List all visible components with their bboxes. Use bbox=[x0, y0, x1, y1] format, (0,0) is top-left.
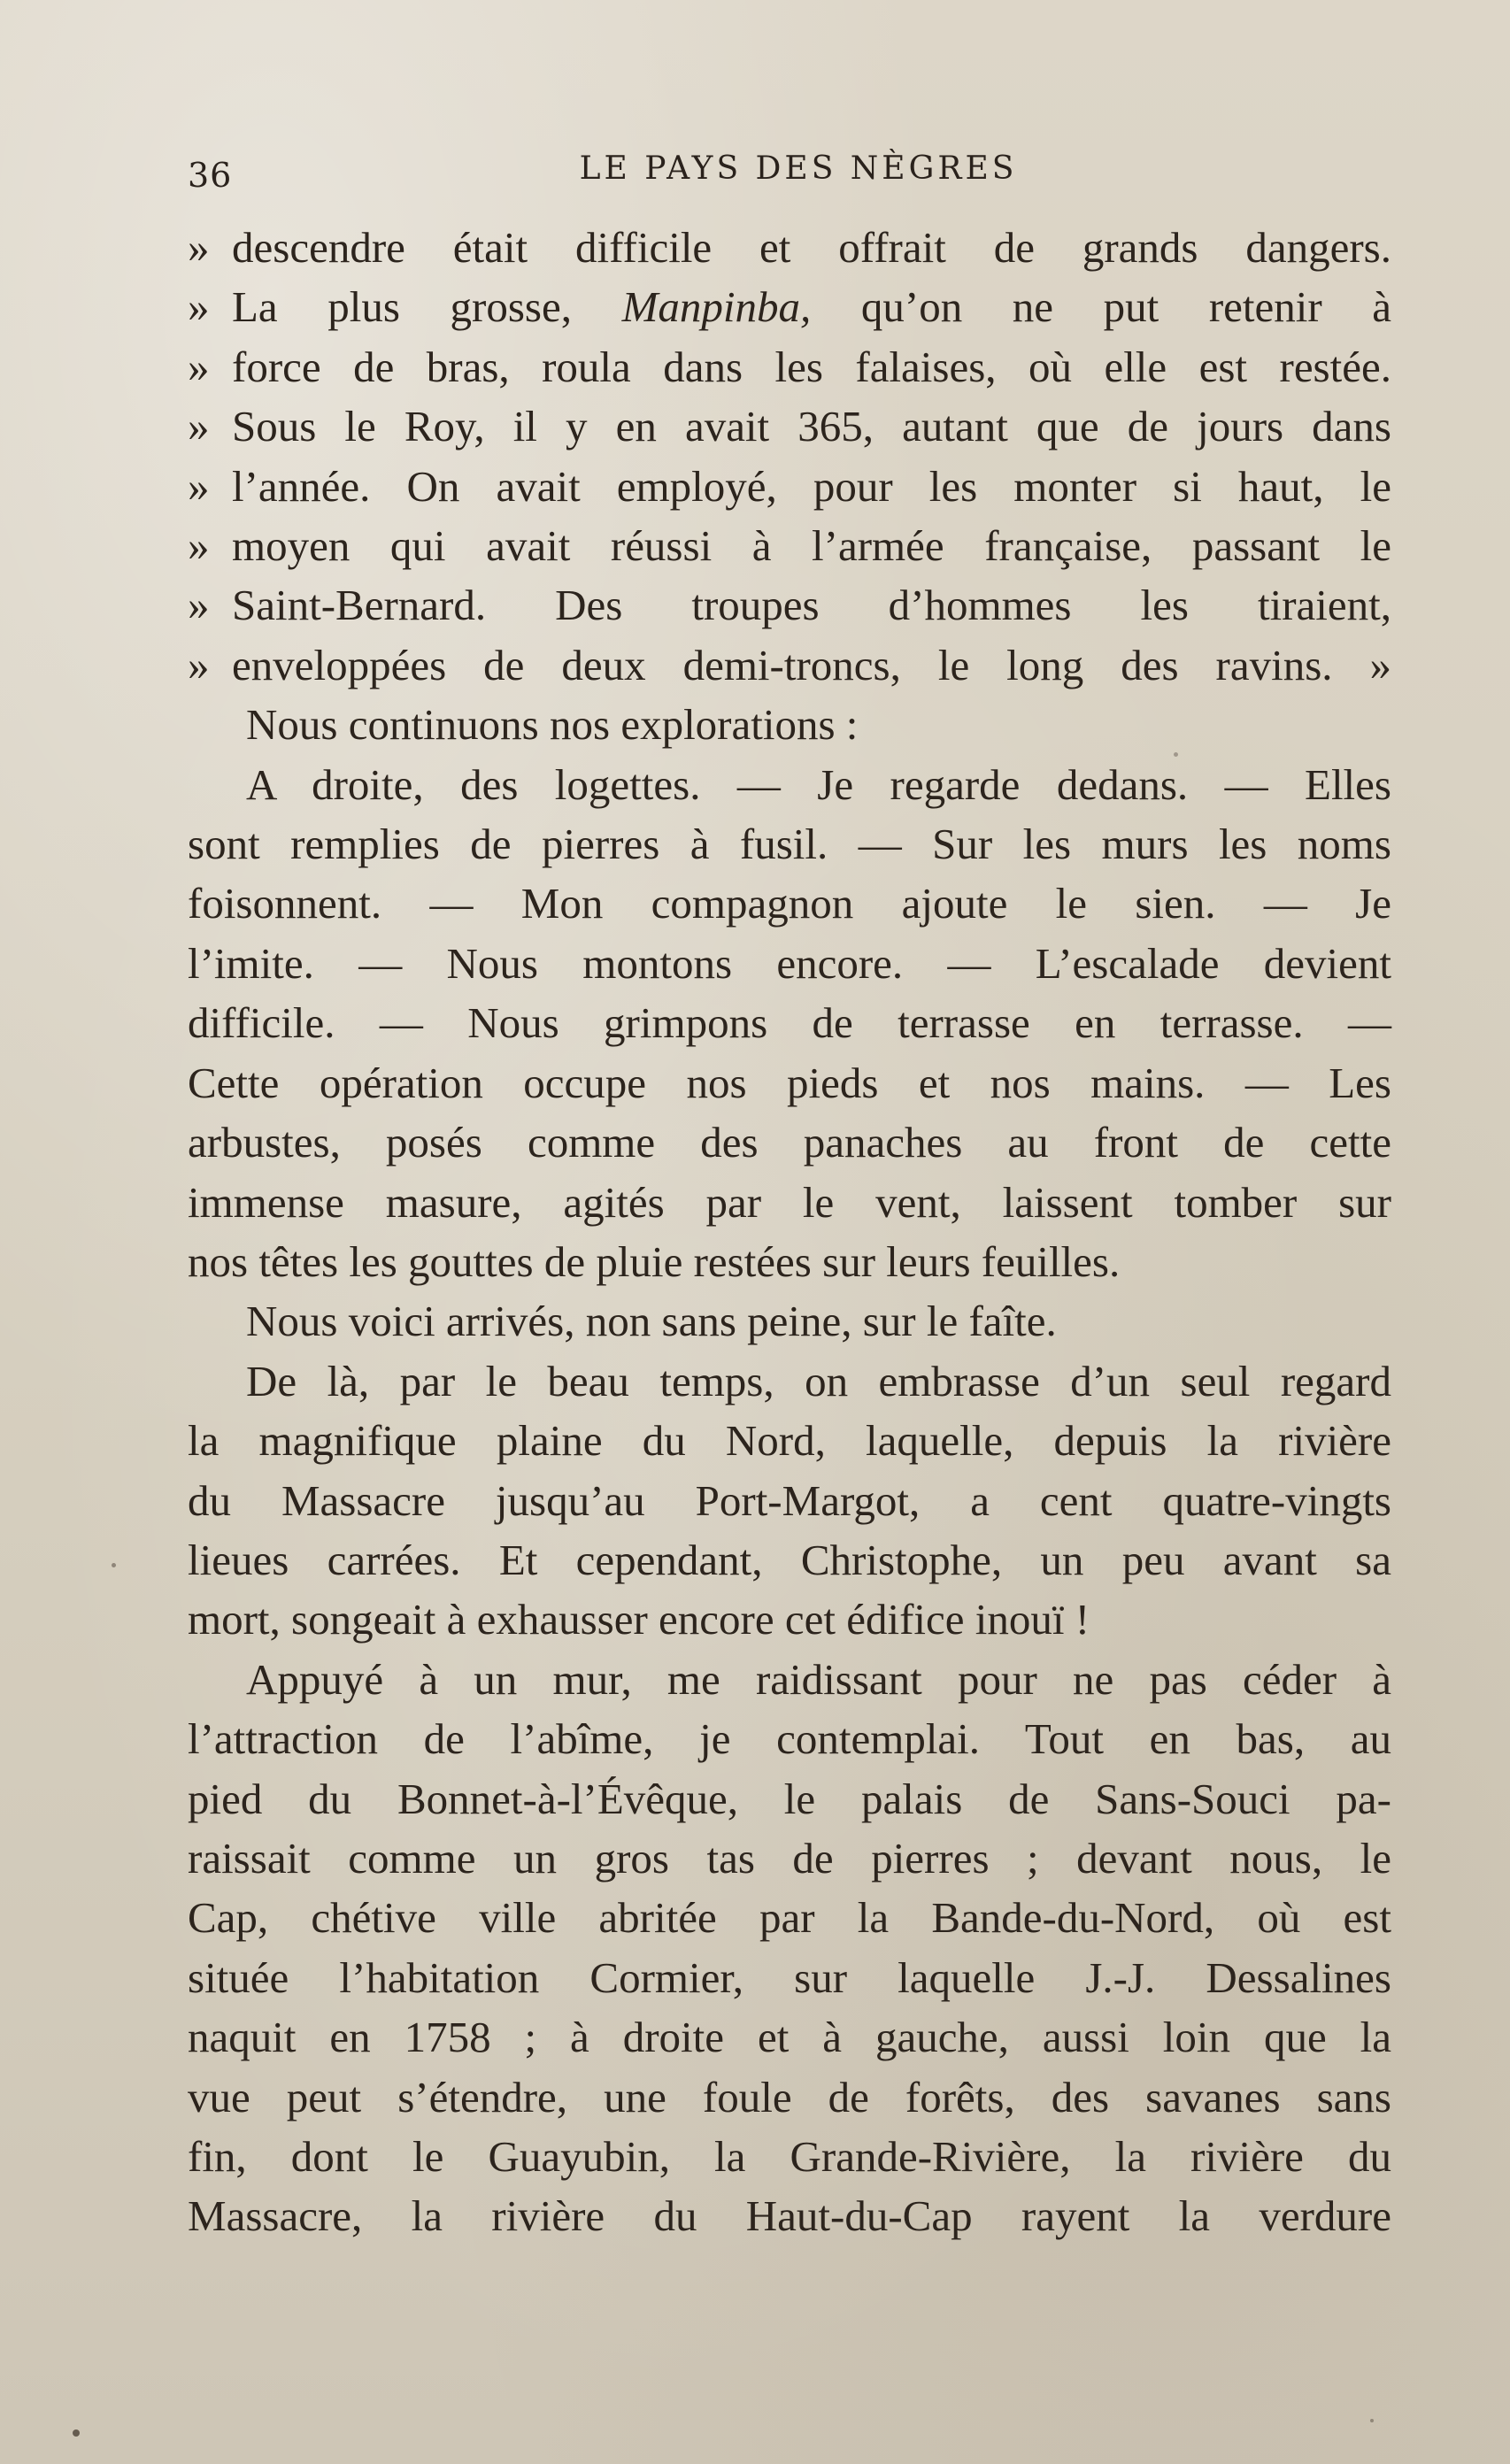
text-line: la magnifique plaine du Nord, laquelle, depuis la rivière bbox=[188, 1416, 1391, 1466]
text-line: naquit en 1758 ; à droite et à gauche, aussi loin que la bbox=[188, 2013, 1391, 2062]
quote-mark: » bbox=[188, 402, 210, 451]
text-line: pied du Bonnet-à-l’Évêque, le palais de Sans-Souci pa- bbox=[188, 1774, 1391, 1823]
line-text: descendre était difficile et offrait de grands dangers. bbox=[232, 223, 1391, 272]
page-header bbox=[188, 150, 1409, 204]
line-text: force de bras, roula dans les falaises, où elle est restée. bbox=[232, 342, 1391, 391]
paper-speck bbox=[73, 2429, 80, 2437]
quote-mark: » bbox=[188, 521, 210, 571]
text-line: De là, par le beau temps, on embrasse d’un seul regard bbox=[246, 1356, 1391, 1405]
ship-name-italic: Manpinba, bbox=[621, 282, 812, 332]
text-line: foisonnent. — Mon compagnon ajoute le sien. — Je bbox=[188, 879, 1391, 928]
quote-mark: » bbox=[188, 640, 210, 689]
line-text: moyen qui avait réussi à l’armée française, passant le bbox=[232, 521, 1391, 571]
text-line: A droite, des logettes. — Je regarde dedans. — Elles bbox=[246, 759, 1391, 809]
running-title: LE PAYS DES NÈGRES bbox=[579, 150, 1018, 187]
text-line: l’imite. — Nous montons encore. — L’escalade devient bbox=[188, 938, 1391, 988]
text-line: vue peut s’étendre, une foule de forêts, des savanes sans bbox=[188, 2072, 1391, 2121]
text-line: fin, dont le Guayubin, la Grande-Rivière, la rivière du bbox=[188, 2132, 1391, 2181]
quote-mark: » bbox=[188, 461, 210, 511]
paragraph-last-line: mort, songeait à exhausser encore cet édifice inouï ! bbox=[188, 1595, 1090, 1644]
quote-mark: » bbox=[188, 581, 210, 630]
text-line: immense masure, agités par le vent, laissent tomber sur bbox=[188, 1177, 1391, 1227]
text-line bbox=[188, 635, 1391, 695]
text-line bbox=[188, 218, 1391, 277]
line-text: qu’on ne put retenir à bbox=[860, 282, 1392, 332]
text-line: Massacre, la rivière du Haut-du-Cap rayent la verdure bbox=[188, 2191, 1391, 2241]
text-line: Cap, chétive ville abritée par la Bande-du-Nord, où est bbox=[188, 1893, 1391, 1943]
line-text: La plus grosse, bbox=[232, 282, 572, 332]
text-line: arbustes, posés comme des panaches au front de cette bbox=[188, 1118, 1391, 1167]
paper-speck bbox=[112, 1563, 116, 1567]
line-text: l’année. On avait employé, pour les monter si haut, le bbox=[232, 461, 1391, 511]
line-text: Sous le Roy, il y en avait 365, autant que de jours dans bbox=[232, 402, 1391, 451]
text-line: raissait comme un gros tas de pierres ; devant nous, le bbox=[188, 1833, 1391, 1883]
line-text: Saint-Bernard. Des troupes d’hommes les tiraient, bbox=[232, 581, 1391, 630]
text-line bbox=[188, 575, 1391, 635]
text-line: Cette opération occupe nos pieds et nos mains. — Les bbox=[188, 1058, 1391, 1107]
text-line: difficile. — Nous grimpons de terrasse en terrasse. — bbox=[188, 998, 1391, 1048]
quote-mark: » bbox=[188, 342, 210, 391]
paragraph-last-line: nos têtes les gouttes de pluie restées sur leurs feuilles. bbox=[188, 1236, 1121, 1286]
text-line: lieues carrées. Et cependant, Christophe, un peu avant sa bbox=[188, 1535, 1391, 1584]
text-line bbox=[188, 337, 1391, 397]
text-line: sont remplies de pierres à fusil. — Sur les murs les noms bbox=[188, 820, 1391, 869]
paper-speck bbox=[1370, 2419, 1374, 2422]
text-line: l’attraction de l’abîme, je contemplai. Tout en bas, au bbox=[188, 1714, 1391, 1764]
line-text: enveloppées de deux demi-troncs, le long des ravins. » bbox=[232, 640, 1391, 689]
quote-mark: » bbox=[188, 282, 210, 332]
page-number: 36 bbox=[188, 156, 233, 195]
body-text bbox=[188, 218, 1391, 2246]
paragraph-last-line: Nous voici arrivés, non sans peine, sur le faîte. bbox=[246, 1297, 1057, 1346]
text-line bbox=[188, 397, 1391, 456]
text-line bbox=[188, 457, 1391, 516]
text-line bbox=[188, 277, 1391, 336]
text-line: située l’habitation Cormier, sur laquelle J.-J. Dessalines bbox=[188, 1952, 1391, 2002]
paper-speck bbox=[1174, 752, 1178, 757]
paragraph-last-line: Nous continuons nos explorations : bbox=[246, 700, 859, 750]
text-line: du Massacre jusqu’au Port-Margot, a cent quatre-vingts bbox=[188, 1475, 1391, 1525]
text-line bbox=[188, 516, 1391, 575]
text-line: Appuyé à un mur, me raidissant pour ne pas céder à bbox=[246, 1654, 1391, 1704]
quote-mark: » bbox=[188, 223, 210, 272]
